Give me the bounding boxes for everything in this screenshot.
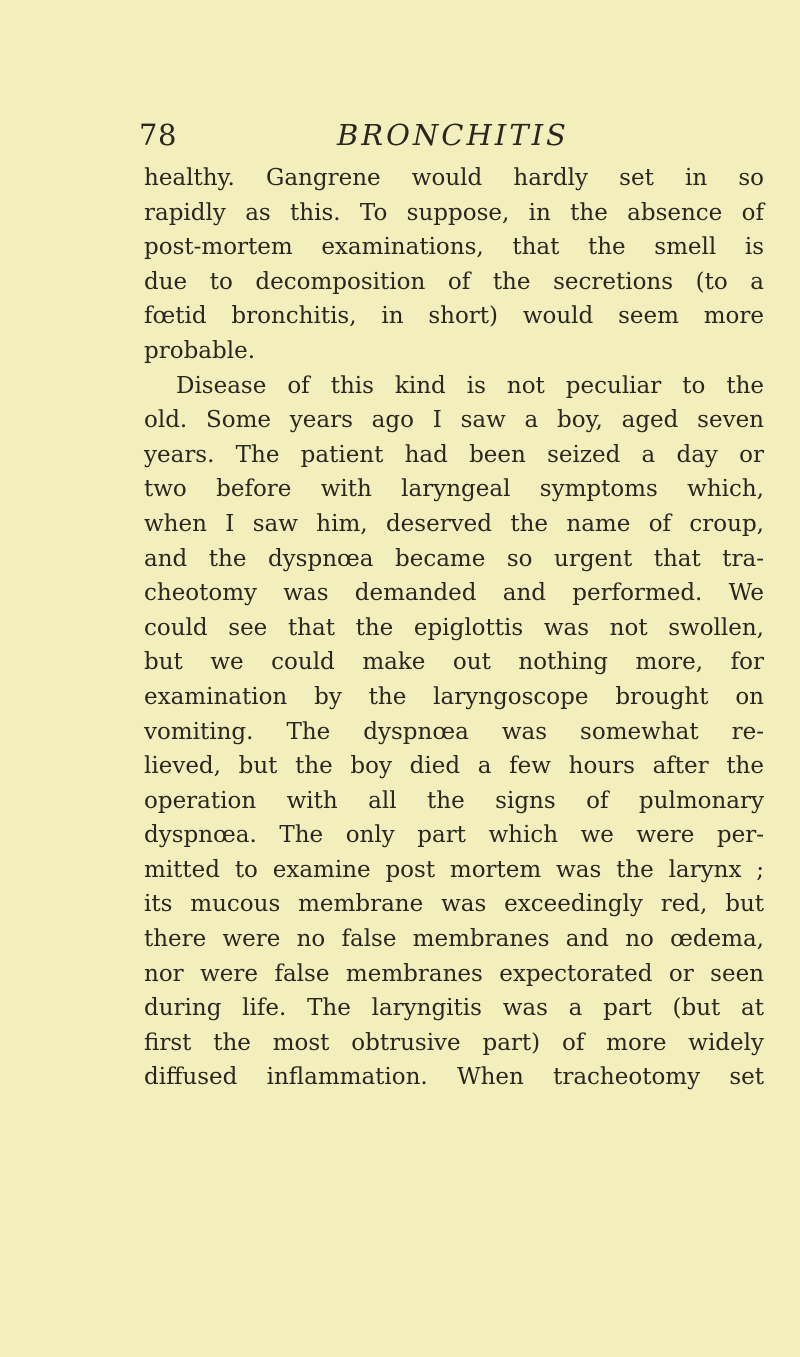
text-line: operation with all the signs of pulmonary <box>144 787 764 814</box>
text-line: rapidly as this. To suppose, in the absence of <box>144 199 764 226</box>
text-line: fœtid bronchitis, in short) would seem more <box>144 303 764 330</box>
body-text <box>144 161 764 1095</box>
text-line: old. Some years ago I saw a boy, aged seven <box>144 407 764 434</box>
text-line: mitted to examine post mortem was the larynx ; <box>144 856 764 883</box>
text-line: due to decomposition of the secretions (to a <box>144 268 764 295</box>
text-line: Disease of this kind is not peculiar to the <box>176 372 764 399</box>
text-line: during life. The laryngitis was a part (but at <box>144 995 764 1022</box>
text-line: nor were false membranes expectorated or seen <box>144 960 764 987</box>
text-line: and the dyspnœa became so urgent that tra- <box>144 545 764 572</box>
text-line: dyspnœa. The only part which we were per- <box>144 822 764 849</box>
text-line: cheotomy was demanded and performed. We <box>144 580 764 607</box>
text-line: healthy. Gangrene would hardly set in so <box>144 165 764 191</box>
text-line: post-mortem examinations, that the smell is <box>144 234 764 261</box>
text-line: diffused inflammation. When tracheotomy set <box>144 1064 764 1091</box>
text-line: probable. <box>144 337 256 364</box>
page-number: 78 <box>139 118 177 152</box>
text-line: vomiting. The dyspnœa was somewhat re- <box>144 718 764 745</box>
running-head <box>139 118 759 158</box>
text-line: first the most obtrusive part) of more widely <box>144 1029 764 1056</box>
text-line: two before with laryngeal symptoms which, <box>144 476 764 503</box>
text-line: could see that the epiglottis was not swollen, <box>144 614 764 641</box>
text-line: when I saw him, deserved the name of croup, <box>144 510 764 537</box>
text-line: its mucous membrane was exceedingly red, but <box>144 891 764 918</box>
text-line: lieved, but the boy died a few hours after the <box>144 753 764 780</box>
text-line: years. The patient had been seized a day or <box>144 441 764 468</box>
text-line: examination by the laryngoscope brought on <box>144 683 764 710</box>
running-title: BRONCHITIS <box>337 118 569 152</box>
text-line: there were no false membranes and no œdema, <box>144 926 764 953</box>
text-line: but we could make out nothing more, for <box>144 649 764 676</box>
